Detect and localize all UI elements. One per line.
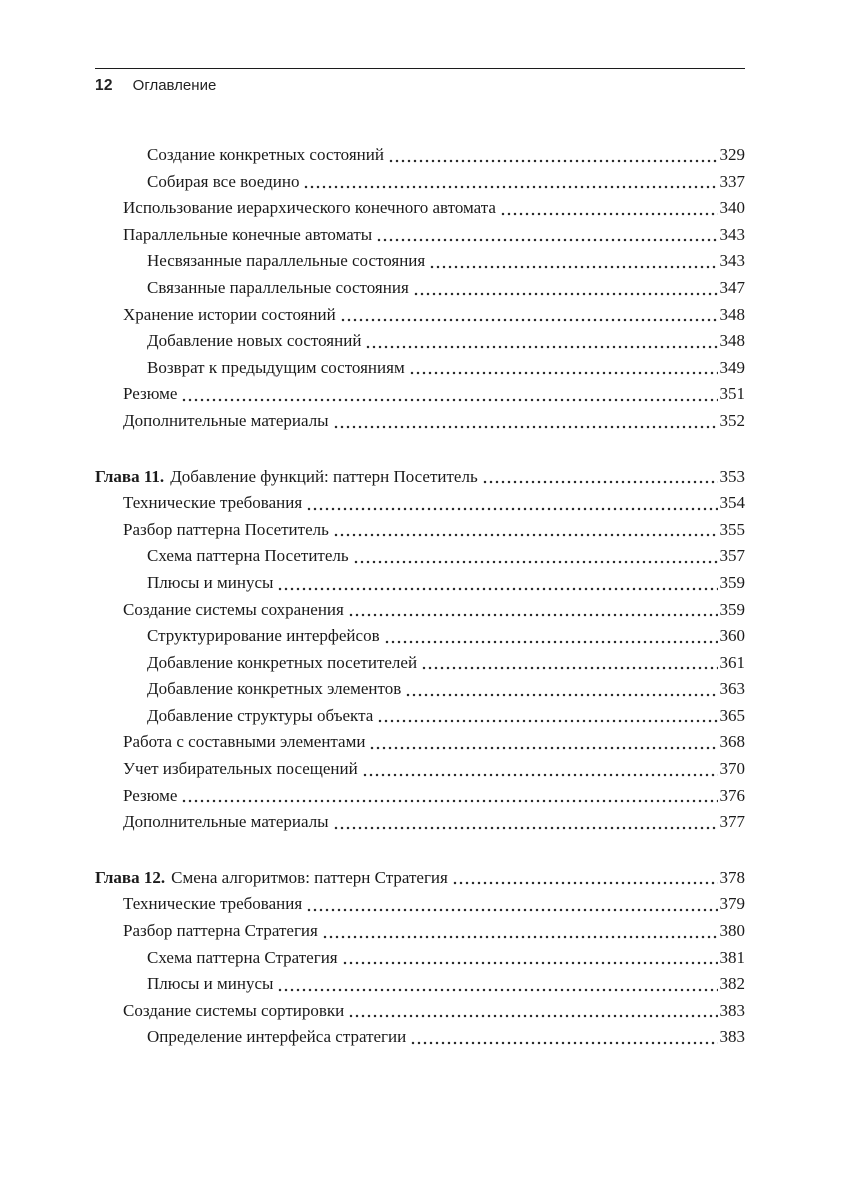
toc-entry [95, 1024, 745, 1051]
chapter-prefix: Глава 11. [95, 466, 165, 486]
toc-entry-label: Создание конкретных состояний [147, 145, 384, 164]
dot-leader [333, 517, 718, 544]
toc-entry-page: 357 [719, 546, 745, 566]
toc-list [95, 142, 745, 1051]
toc-entry-label: Собирая все воедино [147, 171, 300, 191]
toc-entry [95, 408, 745, 435]
toc-entry [95, 891, 745, 918]
toc-entry-label: Добавление конкретных посетителей [147, 652, 418, 672]
dot-leader [348, 597, 718, 624]
dot-leader [500, 195, 718, 222]
toc-entry [95, 918, 745, 945]
toc-entry-label: Параллельные конечные автоматы [123, 224, 373, 244]
toc-entry-label: Дополнительные материалы [123, 410, 329, 430]
toc-entry-page: 343 [719, 251, 745, 271]
toc-entry [95, 543, 745, 570]
dot-leader [306, 891, 717, 918]
toc-entry-page: 348 [719, 304, 745, 324]
toc-entry-label: Структурирование интерфейсов [147, 626, 380, 646]
toc-entry-label: Учет избирательных посещений [123, 759, 358, 779]
toc-entry-page: 354 [719, 493, 745, 513]
toc-entry [95, 355, 745, 382]
toc-entry-page: 383 [719, 1027, 745, 1047]
toc-entry [95, 275, 745, 302]
toc-entry [95, 729, 745, 756]
toc-entry-page: 355 [719, 519, 745, 539]
dot-leader [362, 756, 718, 783]
toc-entry-label: Технические требования [123, 894, 303, 914]
toc-entry [95, 998, 745, 1025]
page-number: 12 [95, 77, 113, 94]
toc-entry [95, 490, 745, 517]
toc-entry [95, 676, 745, 703]
toc-entry-label: Добавление конкретных элементов [147, 679, 402, 699]
toc-entry-page: 348 [719, 331, 745, 351]
toc-entry [95, 597, 745, 624]
toc-entry-page: 337 [719, 171, 745, 191]
dot-leader [306, 490, 717, 517]
toc-entry-label: Добавление структуры объекта [147, 705, 374, 725]
toc-entry-page: 377 [719, 812, 745, 832]
toc-entry-page: 353 [719, 466, 745, 486]
dot-leader [413, 275, 718, 302]
header-title: Оглавление [132, 77, 217, 94]
toc-entry [95, 302, 745, 329]
toc-entry-page: 351 [719, 384, 745, 404]
toc-entry-label: Определение интерфейса стратегии [147, 1027, 407, 1047]
dot-leader [388, 142, 718, 169]
toc-entry-page: 359 [719, 572, 745, 592]
toc-entry [95, 783, 745, 810]
toc-entry [95, 517, 745, 544]
toc-entry [95, 570, 745, 597]
toc-entry [95, 703, 745, 730]
toc-entry-page: 360 [719, 626, 745, 646]
toc-entry-label: Создание системы сортировки [123, 1000, 345, 1020]
toc-entry-label: Смена алгоритмов: паттерн Стратегия [171, 867, 448, 887]
toc-entry-page: 380 [719, 921, 745, 941]
toc-entry-page: 363 [719, 679, 745, 699]
toc-entry-label: Несвязанные параллельные состояния [147, 251, 426, 271]
dot-leader [409, 355, 718, 382]
dot-leader [421, 650, 717, 677]
toc-entry-page: 329 [719, 145, 745, 164]
toc-entry [95, 222, 745, 249]
dot-leader [353, 543, 718, 570]
toc-entry [95, 328, 745, 355]
toc-entry [95, 756, 745, 783]
dot-leader [482, 464, 718, 491]
dot-leader [369, 729, 717, 756]
toc-entry-label: Технические требования [123, 493, 303, 513]
toc-entry-page: 340 [719, 198, 745, 218]
chapter-prefix: Глава 12. [95, 867, 166, 887]
toc-entry [95, 169, 745, 196]
toc-entry-label: Возврат к предыдущим состояниям [147, 357, 405, 377]
toc-entry-label: Схема паттерна Стратегия [147, 947, 338, 967]
dot-leader [377, 703, 717, 730]
toc-entry-label: Использование иерархического конечного автомата [123, 198, 496, 218]
toc-chapter-entry [95, 865, 745, 892]
toc-entry-page: 381 [719, 947, 745, 967]
dot-leader [342, 945, 718, 972]
dot-leader [322, 918, 718, 945]
dot-leader [410, 1024, 717, 1051]
toc-entry [95, 381, 745, 408]
toc-entry-label: Разбор паттерна Посетитель [123, 519, 329, 539]
toc-entry-label: Резюме [123, 785, 178, 805]
toc-entry-page: 368 [719, 732, 745, 752]
dot-leader [181, 783, 717, 810]
toc-entry-page: 365 [719, 705, 745, 725]
dot-leader [277, 570, 717, 597]
toc-entry [95, 809, 745, 836]
toc-entry [95, 195, 745, 222]
dot-leader [429, 248, 717, 275]
toc-entry-page: 378 [719, 867, 745, 887]
toc-entry-page: 361 [719, 652, 745, 672]
toc-entry-page: 383 [719, 1000, 745, 1020]
toc-chapter-entry [95, 464, 745, 491]
toc-entry-page: 352 [719, 410, 745, 430]
toc-entry-page: 347 [719, 277, 745, 297]
toc-entry-page: 370 [719, 759, 745, 779]
toc-entry-page: 376 [719, 785, 745, 805]
toc-entry-page: 349 [719, 357, 745, 377]
toc-entry-label: Разбор паттерна Стратегия [123, 921, 318, 941]
toc-entry-label: Плюсы и минусы [147, 572, 274, 592]
dot-leader [303, 169, 717, 196]
toc-entry-label: Плюсы и минусы [147, 974, 274, 994]
toc-entry-label: Резюме [123, 384, 178, 404]
toc-entry-label: Хранение истории состояний [123, 304, 336, 324]
toc-entry-label: Дополнительные материалы [123, 812, 329, 832]
dot-leader [348, 998, 717, 1025]
dot-leader [277, 971, 717, 998]
page-content [95, 68, 745, 1051]
toc-entry [95, 945, 745, 972]
toc-entry-label: Добавление новых состояний [147, 331, 362, 351]
dot-leader [365, 328, 717, 355]
toc-entry-label: Связанные параллельные состояния [147, 277, 409, 297]
toc-entry-label: Добавление функций: паттерн Посетитель [170, 466, 478, 486]
dot-leader [452, 865, 718, 892]
dot-leader [340, 302, 718, 329]
dot-leader [333, 809, 718, 836]
dot-leader [181, 381, 717, 408]
toc-entry-label: Работа с составными элементами [123, 732, 366, 752]
toc-entry [95, 142, 745, 169]
toc-entry [95, 650, 745, 677]
dot-leader [376, 222, 717, 249]
dot-leader [405, 676, 717, 703]
dot-leader [333, 408, 718, 435]
toc-entry-page: 382 [719, 974, 745, 994]
toc-entry-label: Создание системы сохранения [123, 599, 344, 619]
running-head [95, 68, 745, 95]
toc-entry [95, 971, 745, 998]
toc-entry [95, 623, 745, 650]
toc-entry-page: 343 [719, 224, 745, 244]
toc-entry-page: 359 [719, 599, 745, 619]
dot-leader [384, 623, 718, 650]
toc-entry-label: Схема паттерна Посетитель [147, 546, 349, 566]
toc-entry-page: 379 [719, 894, 745, 914]
toc-entry [95, 248, 745, 275]
